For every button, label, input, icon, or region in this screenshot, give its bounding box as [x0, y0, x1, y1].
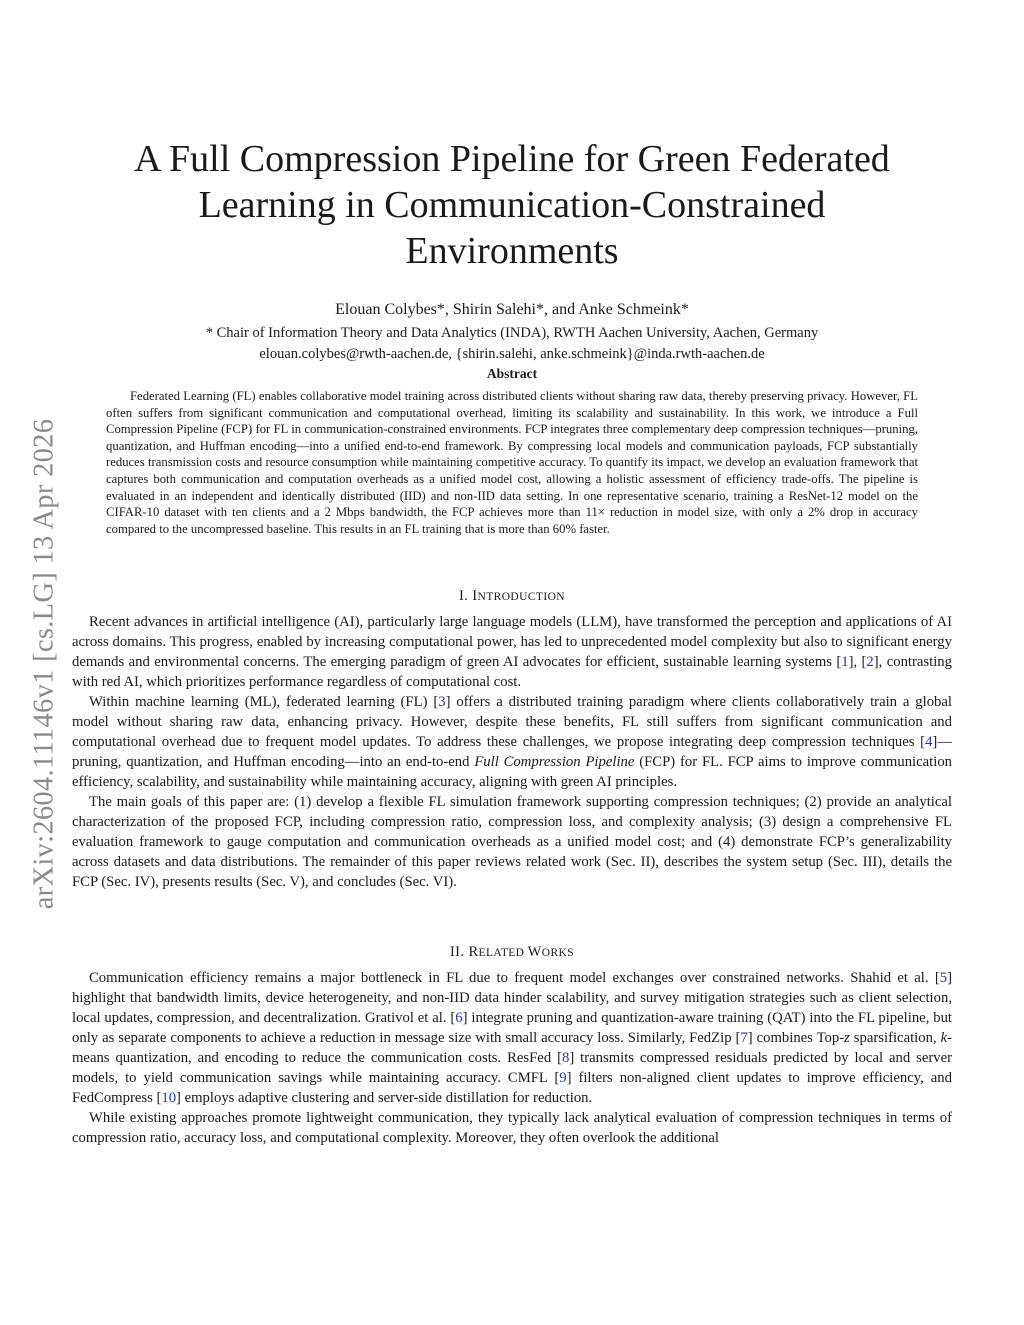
- arxiv-stamp: [12, 370, 76, 958]
- citation-link[interactable]: 9: [559, 1070, 567, 1086]
- title-line: A Full Compression Pipeline for Green Federated: [134, 138, 890, 180]
- body-paragraph: [72, 692, 952, 792]
- section-title-initial: I: [472, 588, 478, 604]
- citation-link[interactable]: 8: [561, 1050, 570, 1066]
- arxiv-id: arXiv:2604.11146v1 [cs.LG] 13 Apr 2026: [28, 418, 59, 910]
- section-number: II.: [449, 944, 465, 960]
- paragraph-text: -means quantization, and encoding to reduce the communication costs. ResFed [: [72, 1030, 953, 1066]
- section-title-rest: ORKS: [541, 947, 575, 959]
- paragraph-text: The main goals of this paper are: (1) develop a flexible FL simulation framework supporting compression techniques; (2) provide an analytical characterization of the proposed FCP, including compression ratio, compression loss, and complexity analysis; (3) design a comprehensive FL evaluation framework to gauge computation and communication overheads as a unified model cost; and (4) demonstrate FCP’s generalizability across datasets and data distributions. The remainder of this paper reviews related work (Sec. II), describes the system setup (Sec. III), details the FCP (Sec. IV), presents results (Sec. V), and concludes (Sec. VI).: [72, 794, 952, 890]
- section-title-initial: W: [527, 944, 542, 960]
- paragraph-text: ] integrate pruning and quantization-aware training (QAT) into the FL pipeline, but only as separate components to achieve a reduction in message size with small accuracy loss. Similarly, FedZip [: [72, 1010, 952, 1046]
- paragraph-text: (FCP) for FL. FCP aims to improve communication efficiency, scalability, and sustainability while maintaining accuracy, aligning with green AI principles.: [72, 754, 953, 790]
- citation-link[interactable]: 2: [866, 654, 874, 670]
- title-line: Environments: [405, 230, 619, 272]
- authors: Elouan Colybes*, Shirin Salehi*, and Anke Schmeink*: [335, 301, 689, 318]
- section-heading-related-works: [72, 943, 952, 962]
- italic-text: z: [844, 1030, 850, 1046]
- paragraph-text: ] transmits compressed residuals predicted by local and server models, to yield communication savings while maintaining accuracy. CMFL [: [72, 1050, 952, 1086]
- author-emails: elouan.colybes@rwth-aachen.de, {shirin.salehi, anke.schmeink}@inda.rwth-aachen.de: [259, 346, 765, 362]
- body-paragraph: [72, 968, 952, 1108]
- section-number: I.: [459, 588, 469, 604]
- paragraph-text: ] combines Top-: [747, 1030, 845, 1046]
- affiliation: * Chair of Information Theory and Data Analytics (INDA), RWTH Aachen University, Aachen, Germany: [205, 325, 819, 341]
- abstract-heading: Abstract: [486, 366, 538, 381]
- section-title-initial: R: [468, 944, 479, 960]
- paragraph-text: ] offers a distributed training paradigm where clients collaboratively train a global model without sharing raw data, enhancing privacy. However, despite these benefits, FL still suffers from significant communication and computational overhead due to frequent model updates. To address these challenges, we propose integrating deep compression techniques [: [72, 694, 952, 750]
- body-paragraph: [72, 1108, 952, 1148]
- paragraph-text: ], [: [848, 654, 867, 670]
- paragraph-text: ], contrasting with red AI, which prioritizes performance regardless of computational cost.: [72, 654, 952, 690]
- paragraph-text: ] highlight that bandwidth limits, device heterogeneity, and non-IID data hinder scalability, and survey mitigation strategies such as client selection, local updates, compression, and decentralization. Grativol et al. [: [72, 970, 952, 1026]
- related-works-body: [72, 968, 952, 1148]
- paragraph-text: Within machine learning (ML), federated learning (FL) [: [89, 694, 439, 710]
- section-title-rest: NTRODUCTION: [477, 591, 565, 603]
- citation-link[interactable]: 4: [925, 734, 933, 750]
- title-line: Learning in Communication-Constrained: [198, 184, 826, 226]
- paragraph-text: Recent advances in artificial intelligence (AI), particularly large language models (LLM), have transformed the perception and applications of AI across domains. This progress, enabled by increasing computational power, has led to unprecedented model complexity but also to significant energy demands and environmental concerns. The emerging paradigm of green AI advocates for efficient, sustainable learning systems [: [72, 614, 952, 670]
- section-title-rest: ELATED: [478, 947, 528, 959]
- citation-link[interactable]: 1: [841, 654, 849, 670]
- body-paragraph: [72, 792, 952, 892]
- citation-link[interactable]: 6: [455, 1010, 463, 1026]
- section-heading-introduction: [72, 587, 952, 606]
- citation-link[interactable]: 7: [740, 1030, 748, 1046]
- paragraph-text: While existing approaches promote lightweight communication, they typically lack analytical evaluation of compression techniques in terms of compression ratio, accuracy loss, and computational complexity. Moreover, they often overlook the additional: [72, 1110, 952, 1146]
- abstract-text: Federated Learning (FL) enables collaborative model training across distributed clients without sharing raw data, thereby preserving privacy. However, FL often suffers from significant communication and computational overhead, limiting its scalability and sustainability. In this work, we introduce a Full Compression Pipeline (FCP) for FL in communication-constrained environments. FCP integrates three complementary deep compression techniques—pruning, quantization, and Huffman encoding—into a unified end-to-end framework. By compressing local models and communication payloads, FCP substantially reduces transmission costs and resource consumption while maintaining competitive accuracy. To quantify its impact, we develop an evaluation framework that captures both communication and computation overheads as a unified model cost, allowing a holistic assessment of efficiency trade-offs. The pipeline is evaluated in an independent and identically distributed (IID) and non-IID data setting. In one representative scenario, training a ResNet-12 model on the CIFAR-10 dataset with ten clients and a 2 Mbps bandwidth, the FCP achieves more than 11× reduction in model size, with only a 2% drop in accuracy compared to the uncompressed baseline. This results in an FL training that is more than 60% faster.: [106, 389, 918, 536]
- introduction-body: [72, 612, 952, 892]
- citation-link[interactable]: 3: [438, 694, 446, 710]
- paper-title: [90, 136, 934, 274]
- paragraph-text: ]—pruning, quantization, and Huffman encoding—into an end-to-end: [72, 734, 952, 770]
- italic-text: k: [940, 1030, 948, 1046]
- paragraph-text: ] filters non-aligned client updates to improve efficiency, and FedCompress [: [72, 1070, 952, 1106]
- paragraph-text: sparsification,: [849, 1030, 941, 1046]
- citation-link[interactable]: 5: [939, 970, 948, 986]
- paragraph-text: Communication efficiency remains a major bottleneck in FL due to frequent model exchanges over constrained networks. Shahid et al. [: [89, 970, 940, 986]
- citation-link[interactable]: 10: [161, 1090, 177, 1106]
- italic-text: Full Compression Pipeline: [474, 754, 635, 770]
- paragraph-text: ] employs adaptive clustering and server-side distillation for reduction.: [176, 1090, 593, 1106]
- body-paragraph: [72, 612, 952, 692]
